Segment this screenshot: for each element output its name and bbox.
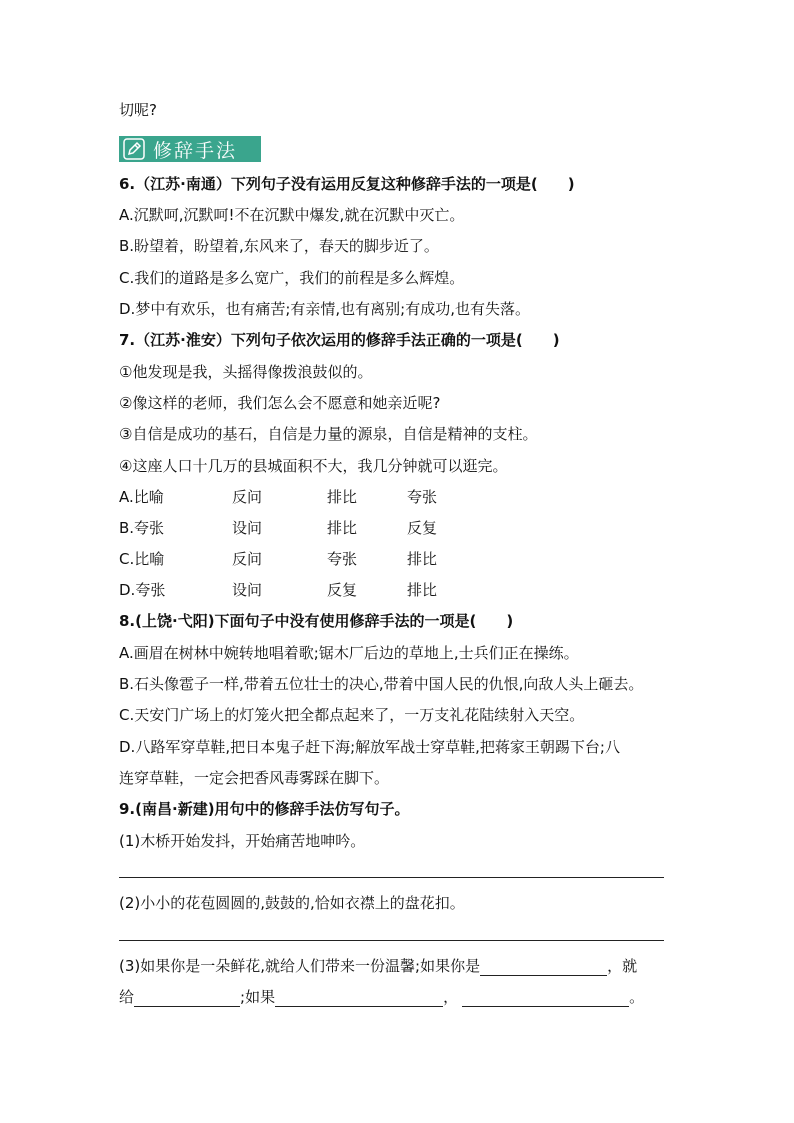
- choice-col-4: 夸张: [407, 488, 438, 506]
- top-text: 切呢?: [119, 101, 157, 119]
- q7-sentence-2: ②像这样的老师，我们怎么会不愿意和她亲近呢?: [119, 394, 441, 412]
- choice-col-4: 排比: [407, 550, 438, 568]
- choice-col-2: 反问: [232, 488, 263, 506]
- choice-col-2: 设问: [232, 581, 263, 599]
- question-6-stem: 6.（江苏·南通）下列句子没有运用反复这种修辞手法的一项是( ): [119, 175, 575, 193]
- q8-option-b: B.石头像雹子一样,带着五位壮士的决心,带着中国人民的仇恨,向敌人头上砸去。: [119, 675, 644, 693]
- q9-item-2: (2)小小的花苞圆圆的,鼓鼓的,恰如衣襟上的盘花扣。: [119, 894, 465, 912]
- q6-option-c: C.我们的道路是多么宽广，我们的前程是多么辉煌。: [119, 269, 465, 287]
- q9-item-1: (1)木桥开始发抖，开始痛苦地呻吟。: [119, 832, 366, 850]
- choice-col-3: 反复: [327, 581, 358, 599]
- choice-label: D.夸张: [119, 581, 166, 599]
- item3-text-b: ，就: [607, 957, 638, 975]
- q8-option-c: C.天安门广场上的灯笼火把全都点起来了，一万支礼花陆续射入天空。: [119, 706, 585, 724]
- q9-item-3-line-1: [119, 956, 637, 976]
- fill-blank-2[interactable]: [134, 990, 240, 1007]
- choice-label: B.夸张: [119, 519, 165, 537]
- section-title: 修辞手法: [153, 139, 238, 162]
- q9-item-3-line-2: [119, 987, 644, 1007]
- q8-option-d-cont: 连穿草鞋，一定会把香风毒雾踩在脚下。: [119, 769, 390, 787]
- answer-line-1[interactable]: [119, 877, 664, 878]
- q7-sentence-1: ①他发现是我，头摇得像拨浪鼓似的。: [119, 363, 373, 381]
- choice-col-3: 排比: [327, 488, 358, 506]
- item3-text-c: 给: [119, 988, 135, 1006]
- question-9-stem: 9.(南昌·新建)用句中的修辞手法仿写句子。: [119, 800, 410, 818]
- item3-text-a: (3)如果你是一朵鲜花,就给人们带来一份温馨;如果你是: [119, 957, 481, 975]
- q7-sentence-4: ④这座人口十几万的县城面积不大，我几分钟就可以逛完。: [119, 457, 508, 475]
- fill-blank-4[interactable]: [462, 990, 629, 1007]
- choice-col-2: 设问: [232, 519, 263, 537]
- q8-option-d: D.八路军穿草鞋,把日本鬼子赶下海;解放军战士穿草鞋,把蒋家王朝踢下台;八: [119, 738, 620, 756]
- item3-text-e: ，: [443, 988, 459, 1006]
- choice-col-2: 反问: [232, 550, 263, 568]
- choice-col-3: 排比: [327, 519, 358, 537]
- item3-text-f: 。: [629, 988, 645, 1006]
- q7-sentence-3: ③自信是成功的基石，自信是力量的源泉，自信是精神的支柱。: [119, 425, 538, 443]
- q6-option-b: B.盼望着，盼望着,东风来了，春天的脚步近了。: [119, 237, 439, 255]
- fill-blank-1[interactable]: [480, 959, 607, 976]
- q6-option-a: A.沉默呵,沉默呵!不在沉默中爆发,就在沉默中灭亡。: [119, 206, 465, 224]
- question-8-stem: 8.(上饶·弋阳)下面句子中没有使用修辞手法的一项是( ): [119, 612, 514, 630]
- choice-col-4: 反复: [407, 519, 438, 537]
- choice-label: A.比喻: [119, 488, 164, 506]
- question-7-stem: 7.（江苏·淮安）下列句子依次运用的修辞手法正确的一项是( ): [119, 331, 560, 349]
- item3-text-d: ;如果: [240, 988, 276, 1006]
- section-banner: [119, 136, 261, 162]
- pencil-icon: [119, 136, 149, 162]
- choice-col-3: 夸张: [327, 550, 358, 568]
- choice-label: C.比喻: [119, 550, 165, 568]
- fill-blank-3[interactable]: [275, 990, 443, 1007]
- answer-line-2[interactable]: [119, 940, 664, 941]
- choice-col-4: 排比: [407, 581, 438, 599]
- q8-option-a: A.画眉在树林中婉转地唱着歌;锯木厂后边的草地上,士兵们正在操练。: [119, 644, 579, 662]
- q6-option-d: D.梦中有欢乐，也有痛苦;有亲情,也有离别;有成功,也有失落。: [119, 300, 530, 318]
